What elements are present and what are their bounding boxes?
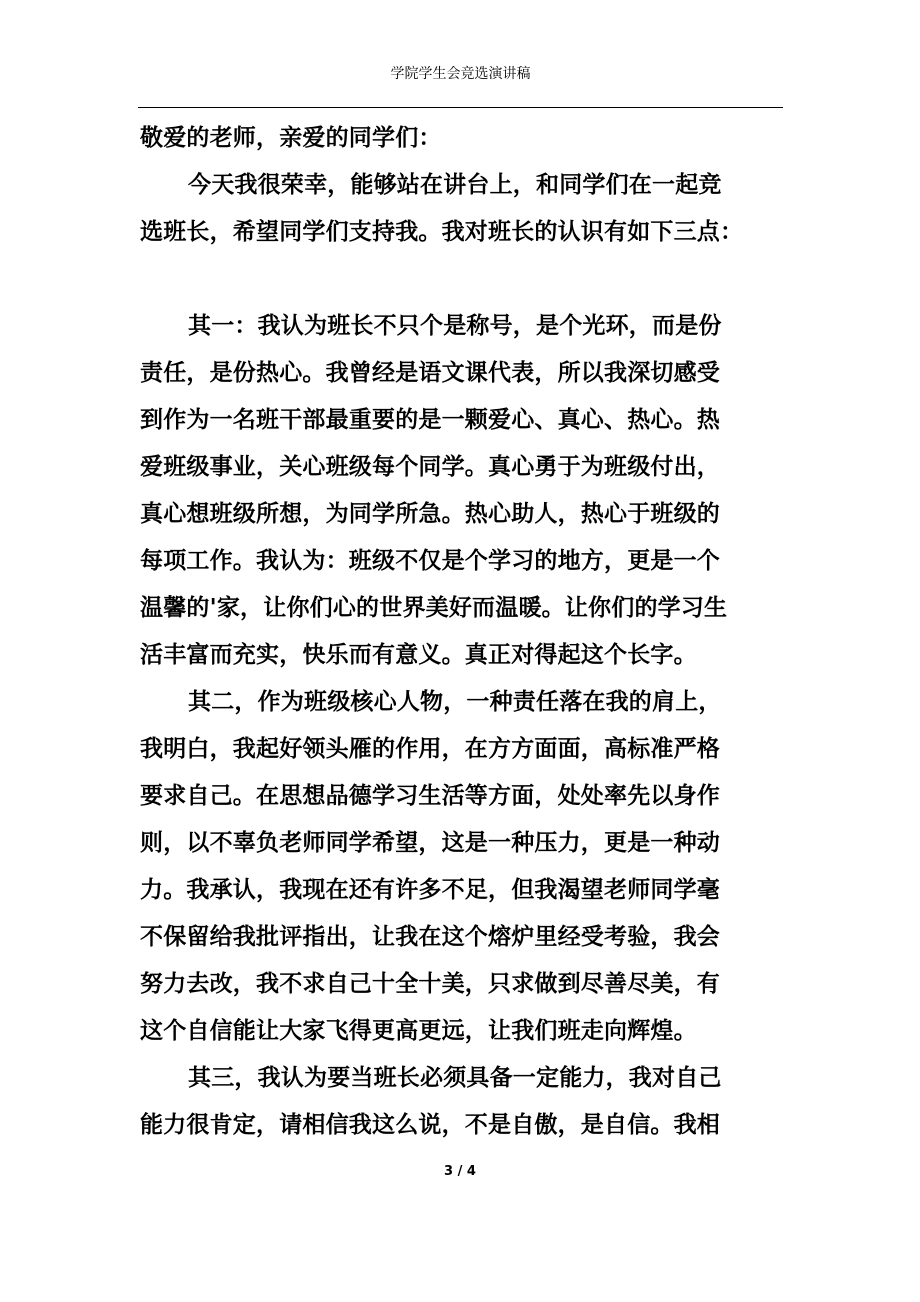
paragraph-line: 其一：我认为班长不只个是称号，是个光环，而是份 <box>188 312 722 339</box>
paragraph-line: 不保留给我批评指出，让我在这个熔炉里经受考验，我会 <box>140 923 720 950</box>
paragraph-line: 到作为一名班干部最重要的是一颗爱心、真心、热心。热 <box>140 406 720 433</box>
paragraph-line: 活丰富而充实，快乐而有意义。真正对得起这个长字。 <box>140 641 697 668</box>
salutation-line: 敬爱的老师，亲爱的同学们： <box>140 124 442 151</box>
paragraph-line: 其二，作为班级核心人物，一种责任落在我的肩上， <box>188 688 722 715</box>
paragraph-line: 要求自己。在思想品德学习生活等方面，处处率先以身作 <box>140 782 720 809</box>
paragraph-line: 其三，我认为要当班长必须具备一定能力，我对自己 <box>188 1064 722 1091</box>
paragraph-line: 我明白，我起好领头雁的作用，在方方面面，高标准严格 <box>140 735 720 762</box>
paragraph-line: 选班长，希望同学们支持我。我对班长的认识有如下三点： <box>140 218 744 245</box>
paragraph-line: 力。我承认，我现在还有许多不足，但我渴望老师同学毫 <box>140 876 720 903</box>
paragraph-line: 真心想班级所想，为同学所急。热心助人，热心于班级的 <box>140 500 720 527</box>
blank-line <box>140 255 770 302</box>
paragraph-line: 则，以不辜负老师同学希望，这是一种压力，更是一种动 <box>140 829 720 856</box>
paragraph-line: 能力很肯定，请相信我这么说，不是自傲，是自信。我相 <box>140 1111 720 1138</box>
paragraph-line: 爱班级事业，关心班级每个同学。真心勇于为班级付出， <box>140 453 720 480</box>
paragraph-line: 责任，是份热心。我曾经是语文课代表，所以我深切感受 <box>140 359 720 386</box>
paragraph-line: 这个自信能让大家飞得更高更远，让我们班走向辉煌。 <box>140 1017 697 1044</box>
document-body <box>140 114 770 1148</box>
paragraph-line: 今天我很荣幸，能够站在讲台上，和同学们在一起竞 <box>188 171 722 198</box>
page-number: 3 / 4 <box>444 1164 476 1179</box>
paragraph-line: 努力去改，我不求自己十全十美，只求做到尽善尽美，有 <box>140 970 720 997</box>
paragraph-line: 每项工作。我认为：班级不仅是个学习的地方，更是一个 <box>140 547 720 574</box>
header-divider <box>138 107 783 108</box>
page-header-title: 学院学生会竞选演讲稿 <box>390 66 531 82</box>
paragraph-line: 温馨的'家，让你们心的世界美好而温暖。让你们的学习生 <box>140 594 728 621</box>
